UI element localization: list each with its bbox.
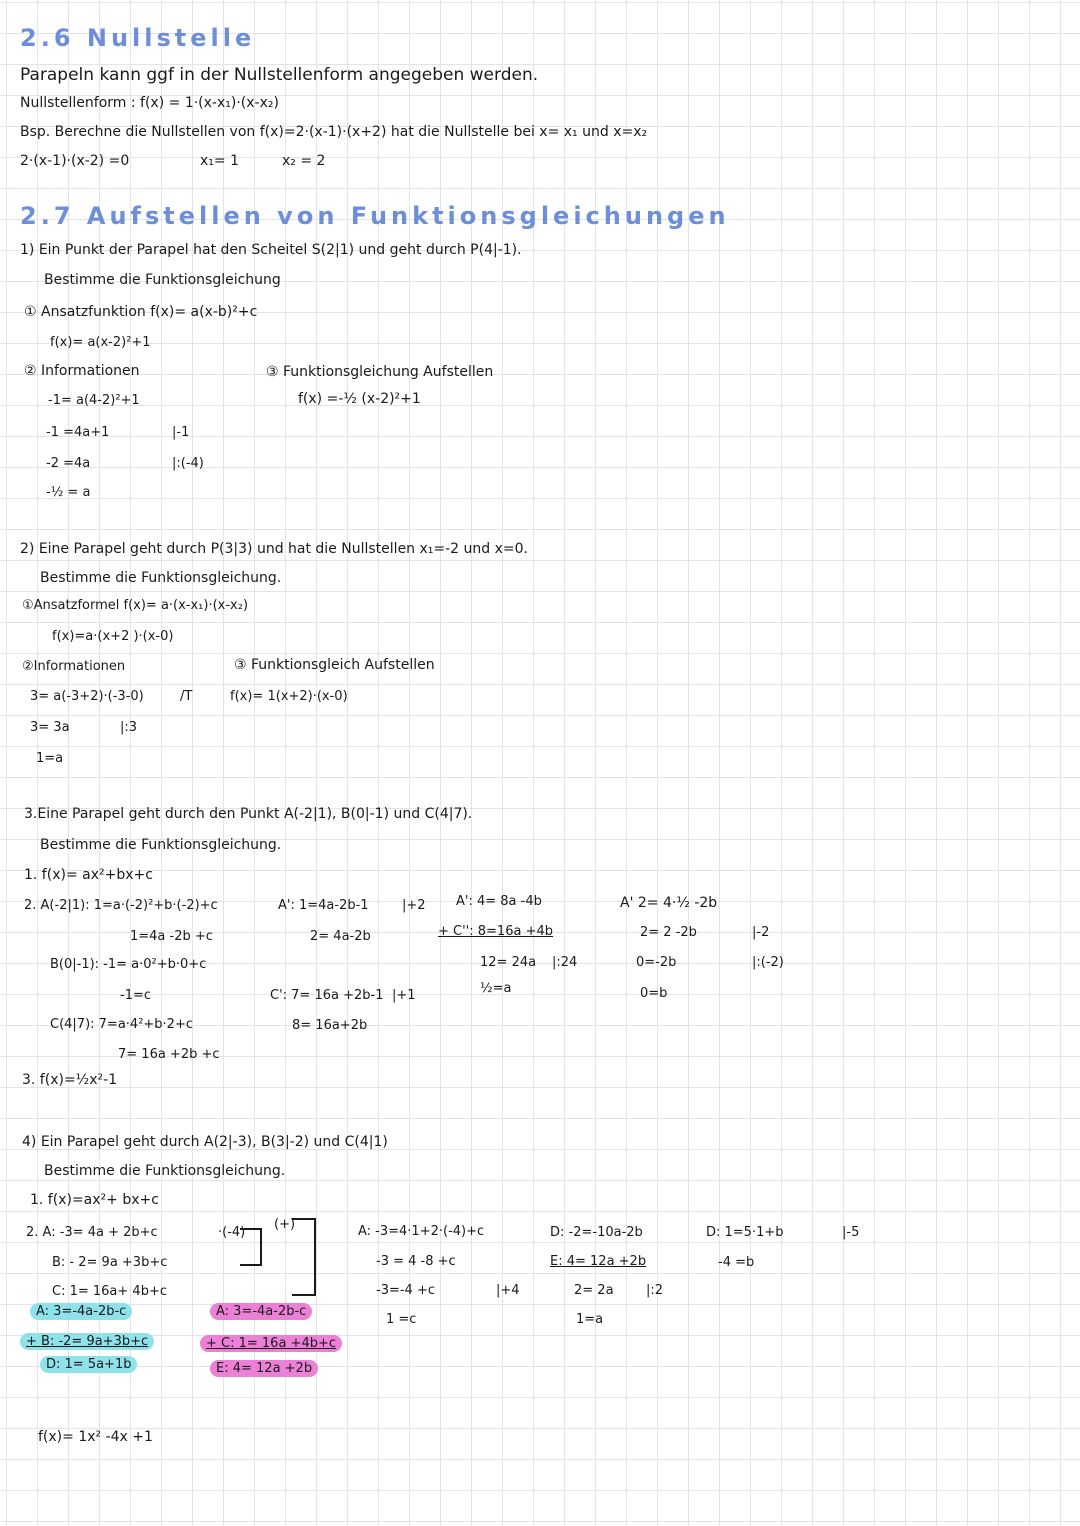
bracket-arrow (292, 1218, 316, 1296)
equation: 3= 3a (30, 720, 70, 735)
highlighted-equation: A: 3=-4a-2b-c (210, 1303, 312, 1320)
equation: -2 =4a (46, 456, 91, 471)
result-equation: f(x)= 1x² -4x +1 (38, 1429, 153, 1445)
equation: -1= a(4-2)²+1 (48, 393, 140, 408)
step-label: ② Informationen (24, 363, 140, 379)
root-x1: x₁= 1 (200, 153, 239, 169)
operation: |:24 (552, 955, 578, 970)
highlighted-equation: D: 1= 5a+1b (40, 1356, 137, 1373)
task-text: Bestimme die Funktionsgleichung. (40, 837, 282, 853)
equation: 2= 4a-2b (310, 929, 371, 944)
equation: 2= 2a (574, 1283, 614, 1298)
equation: f(x)= a(x-2)²+1 (50, 335, 151, 350)
bracket-arrow (240, 1228, 262, 1266)
step-label: ③ Funktionsgleich Aufstellen (234, 657, 435, 673)
operation-mark: (+) (274, 1217, 296, 1232)
equation: -4 =b (718, 1255, 755, 1270)
operation: |:(-4) (172, 456, 204, 471)
operation: |+2 (402, 898, 426, 913)
step-label: ①Ansatzformel f(x)= a·(x-x₁)·(x-x₂) (22, 598, 249, 613)
highlighted-equation: A: 3=-4a-2b-c (30, 1303, 132, 1320)
equation: D: -2=-10a-2b (550, 1225, 643, 1240)
task-text: 1) Ein Punkt der Parapel hat den Scheitel S(2|1) und geht durch P(4|-1). (20, 242, 522, 258)
operation: |:3 (120, 720, 138, 735)
operation: |:2 (646, 1283, 664, 1298)
section-title-2-7: 2.7 Aufstellen von Funktionsgleichungen (20, 202, 730, 230)
step-label: ②Informationen (22, 659, 126, 674)
equation: D: 1=5·1+b (706, 1225, 784, 1240)
example-line: Bsp. Berechne die Nullstellen von f(x)=2·(x-1)·(x+2) hat die Nullstelle bei x= x₁ und x=x₂ (20, 124, 648, 140)
equation: C(4|7): 7=a·4²+b·2+c (50, 1017, 193, 1032)
equation: B: - 2= 9a +3b+c (52, 1255, 168, 1270)
task-text: Bestimme die Funktionsgleichung. (40, 570, 282, 586)
equation: -1=c (120, 988, 152, 1003)
text-line: Parapeln kann ggf in der Nullstellenform angegeben werden. (20, 65, 539, 85)
equation: -3 = 4 -8 +c (376, 1254, 456, 1269)
result-equation: f(x) =-½ (x-2)²+1 (298, 391, 421, 407)
step-label: ③ Funktionsgleichung Aufstellen (266, 364, 494, 380)
equation: 0=b (640, 986, 668, 1001)
task-text: Bestimme die Funktionsgleichung. (44, 1163, 286, 1179)
equation: E: 4= 12a +2b (550, 1254, 647, 1269)
operation: |:(-2) (752, 955, 784, 970)
equation: -3=-4 +c (376, 1283, 435, 1298)
step-label: 1. f(x)=ax²+ bx+c (30, 1192, 159, 1208)
equation: 12= 24a (480, 955, 537, 970)
equation: 2. A: -3= 4a + 2b+c (26, 1225, 158, 1240)
equation: 1=a (36, 751, 64, 766)
operation: |-2 (752, 925, 770, 940)
equation: + C'': 8=16a +4b (438, 924, 553, 939)
equation: -1 =4a+1 (46, 425, 110, 440)
equation: A': 4= 8a -4b (456, 894, 542, 909)
equation: 8= 16a+2b (292, 1018, 368, 1033)
formula-line: Nullstellenform : f(x) = 1·(x-x₁)·(x-x₂) (20, 95, 279, 111)
step-label: 1. f(x)= ax²+bx+c (24, 867, 153, 883)
task-text: 2) Eine Parapel geht durch P(3|3) und hat die Nullstellen x₁=-2 und x=0. (20, 541, 528, 557)
equation: 2·(x-1)·(x-2) =0 (20, 153, 130, 169)
equation: A' 2= 4·½ -2b (620, 895, 718, 911)
equation: ½=a (480, 981, 512, 996)
equation: -½ = a (46, 485, 91, 500)
task-text: Bestimme die Funktionsgleichung (44, 272, 281, 288)
task-text: 3.Eine Parapel geht durch den Punkt A(-2|1), B(0|-1) und C(4|7). (24, 806, 473, 822)
equation: A': 1=4a-2b-1 (278, 898, 369, 913)
equation: C': 7= 16a +2b-1 (270, 988, 384, 1003)
equation: C: 1= 16a+ 4b+c (52, 1284, 167, 1299)
equation: 1=a (576, 1312, 604, 1327)
equation: A: -3=4·1+2·(-4)+c (358, 1224, 485, 1239)
equation: 7= 16a +2b +c (118, 1047, 220, 1062)
operation: |+1 (392, 988, 416, 1003)
task-text: 4) Ein Parapel geht durch A(2|-3), B(3|-2) und C(4|1) (22, 1134, 388, 1150)
result-equation: f(x)= 1(x+2)·(x-0) (230, 689, 348, 704)
highlighted-equation: + B: -2= 9a+3b+c (20, 1333, 154, 1350)
operation-mark: ·(-4) (218, 1225, 246, 1240)
equation: 2= 2 -2b (640, 925, 697, 940)
step-label: ① Ansatzfunktion f(x)= a(x-b)²+c (24, 304, 258, 320)
operation: |-5 (842, 1225, 860, 1240)
highlighted-equation: + C: 1= 16a +4b+c (200, 1335, 342, 1352)
section-title-2-6: 2.6 Nullstelle (20, 24, 256, 52)
equation: B(0|-1): -1= a·0²+b·0+c (50, 957, 207, 972)
equation: 1 =c (386, 1312, 417, 1327)
equation: f(x)=a·(x+2 )·(x-0) (52, 629, 174, 644)
operation: /T (180, 689, 193, 704)
equation: 0=-2b (636, 955, 677, 970)
equation: 3= a(-3+2)·(-3-0) (30, 689, 144, 704)
result-equation: 3. f(x)=½x²-1 (22, 1072, 118, 1088)
operation: |-1 (172, 425, 190, 440)
operation: |+4 (496, 1283, 520, 1298)
highlighted-equation: E: 4= 12a +2b (210, 1360, 318, 1377)
root-x2: x₂ = 2 (282, 153, 326, 169)
equation: 2. A(-2|1): 1=a·(-2)²+b·(-2)+c (24, 898, 218, 913)
equation: 1=4a -2b +c (130, 929, 213, 944)
